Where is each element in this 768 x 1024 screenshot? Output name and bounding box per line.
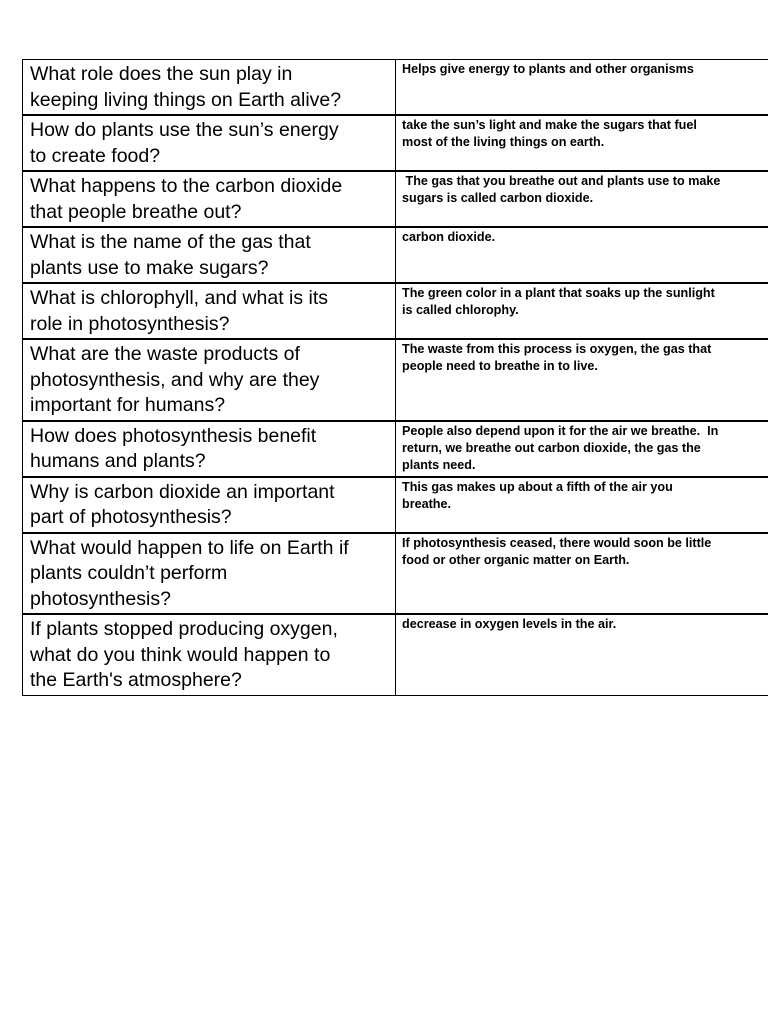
answer-cell — [396, 421, 768, 477]
question-text-line: What is the name of the gas that — [30, 231, 311, 253]
table-row — [23, 171, 768, 227]
question-cell — [23, 171, 396, 227]
question-text-line: what do you think would happen to — [30, 643, 331, 666]
answer-cell — [396, 115, 768, 171]
answer-text-line: most of the living things on earth. — [402, 135, 605, 149]
answer-text-line: If photosynthesis ceased, there would soon be little — [402, 535, 712, 550]
question-cell — [23, 339, 396, 421]
question-text-line: What would happen to life on Earth if — [30, 536, 349, 559]
answer-cell — [396, 227, 768, 283]
table-row — [23, 115, 768, 171]
table-row — [23, 421, 768, 477]
question-answer-table-body — [23, 60, 768, 696]
answer-text-line: The gas that you breathe out and plants use to make — [402, 174, 721, 188]
question-text-line: Why is carbon dioxide an important — [30, 480, 335, 503]
answer-text-line: carbon dioxide. — [402, 230, 496, 244]
question-text-line: humans and plants? — [30, 450, 206, 472]
question-cell — [23, 614, 396, 695]
answer-text-line: Helps give energy to plants and other organisms — [402, 62, 694, 76]
question-text-line: What is chlorophyll, and what is its — [30, 287, 329, 309]
answer-text-line: The green color in a plant that soaks up the sunlight — [402, 286, 715, 300]
table-row — [23, 533, 768, 615]
table-row — [23, 283, 768, 339]
question-cell — [23, 477, 396, 533]
table-row — [23, 60, 768, 116]
question-cell — [23, 421, 396, 477]
question-text-line: part of photosynthesis? — [30, 506, 232, 528]
answer-cell — [396, 339, 768, 421]
answer-text-line: People also depend upon it for the air we breathe. In — [402, 423, 719, 438]
answer-text-line: decrease in oxygen levels in the air. — [402, 617, 617, 631]
question-cell — [23, 115, 396, 171]
question-text-line: photosynthesis, and why are they — [30, 368, 320, 391]
question-text-line: plants couldn’t perform — [30, 562, 228, 584]
answer-text-line: plants need. — [402, 457, 476, 472]
question-cell — [23, 533, 396, 615]
answer-text-line: is called chlorophy. — [402, 303, 519, 317]
answer-cell — [396, 171, 768, 227]
question-text-line: plants use to make sugars? — [30, 256, 269, 279]
question-text-line: What role does the sun play in — [30, 63, 293, 85]
question-text-line: What are the waste products of — [30, 343, 300, 365]
table-row — [23, 227, 768, 283]
answer-text-line: people need to breathe in to live. — [402, 359, 598, 373]
question-text-line: If plants stopped producing oxygen, — [30, 618, 338, 640]
question-text-line: What happens to the carbon dioxide — [30, 175, 343, 197]
answer-cell — [396, 533, 768, 615]
question-text-line: How does photosynthesis benefit — [30, 424, 317, 447]
answer-text-line: The waste from this process is oxygen, the gas that — [402, 342, 712, 356]
answer-cell — [396, 614, 768, 695]
answer-text-line: sugars is called carbon dioxide. — [402, 191, 594, 205]
question-text-line: that people breathe out? — [30, 200, 242, 223]
answer-text-line: take the sun’s light and make the sugars that fuel — [402, 118, 697, 132]
table-row — [23, 339, 768, 421]
question-text-line: photosynthesis? — [30, 587, 171, 610]
question-text-line: How do plants use the sun’s energy — [30, 119, 339, 141]
answer-cell — [396, 477, 768, 533]
table-row — [23, 614, 768, 695]
question-text-line: keeping living things on Earth alive? — [30, 88, 342, 111]
question-text-line: important for humans? — [30, 394, 226, 416]
answer-text-line: food or other organic matter on Earth. — [402, 552, 630, 567]
answer-text-line: breathe. — [402, 496, 451, 511]
answer-text-line: return, we breathe out carbon dioxide, the gas the — [402, 440, 701, 455]
question-answer-table — [22, 59, 768, 696]
question-cell — [23, 283, 396, 339]
answer-cell — [396, 283, 768, 339]
question-text-line: the Earth's atmosphere? — [30, 669, 242, 691]
answer-text-line: This gas makes up about a fifth of the air you — [402, 479, 673, 494]
answer-cell — [396, 60, 768, 116]
question-cell — [23, 60, 396, 116]
question-cell — [23, 227, 396, 283]
table-row — [23, 477, 768, 533]
question-text-line: role in photosynthesis? — [30, 312, 230, 335]
question-text-line: to create food? — [30, 144, 161, 167]
